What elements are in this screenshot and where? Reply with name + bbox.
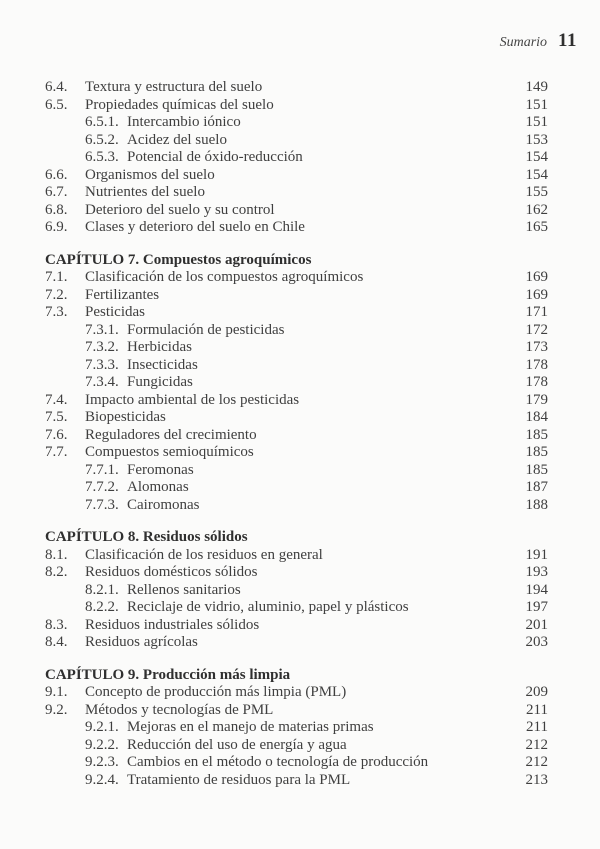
entry-number: 6.5.3. — [85, 149, 119, 165]
toc — [45, 79, 548, 789]
entry-number: 7.2. — [45, 286, 68, 303]
toc-entry — [45, 497, 548, 515]
entry-number: 8.2. — [45, 564, 68, 580]
entry-page: 169 — [525, 269, 548, 285]
toc-entry — [45, 427, 548, 445]
entry-title: Biopesticidas — [85, 409, 166, 425]
toc-entry — [45, 719, 548, 737]
toc-entry — [45, 547, 548, 565]
entry-page: 197 — [525, 599, 548, 615]
toc-entry — [45, 79, 548, 97]
entry-page: 165 — [525, 219, 548, 235]
entry-page: 178 — [525, 374, 548, 390]
entry-number: 7.5. — [45, 409, 68, 425]
entry-number: 7.3.4. — [85, 374, 119, 390]
toc-section — [45, 252, 548, 515]
toc-entry — [45, 772, 548, 790]
entry-title: Clases y deterioro del suelo en Chile — [85, 219, 305, 235]
entry-number: 9.1. — [45, 684, 68, 700]
entry-number: 9.2.4. — [85, 771, 119, 788]
entry-number: 7.1. — [45, 269, 68, 285]
entry-title: Formulación de pesticidas — [127, 321, 285, 338]
entry-page: 153 — [525, 131, 548, 148]
toc-entry — [45, 702, 548, 720]
entry-page: 172 — [525, 321, 548, 338]
toc-entry — [45, 149, 548, 167]
toc-entry — [45, 392, 548, 410]
entry-number: 7.7.2. — [85, 479, 119, 495]
entry-number: 9.2. — [45, 701, 68, 718]
toc-entry — [45, 167, 548, 185]
toc-entry — [45, 599, 548, 617]
entry-title: Alomonas — [127, 479, 189, 495]
toc-entry — [45, 219, 548, 237]
toc-entry — [45, 114, 548, 132]
chapter-heading: CAPÍTULO 8. Residuos sólidos — [45, 529, 248, 545]
toc-entry — [45, 269, 548, 287]
toc-entry — [45, 287, 548, 305]
entry-number: 7.3. — [45, 304, 68, 320]
toc-entry — [45, 322, 548, 340]
entry-page: 155 — [525, 184, 548, 200]
entry-title: Nutrientes del suelo — [85, 184, 205, 200]
entry-number: 8.4. — [45, 634, 68, 650]
entry-number: 6.5.2. — [85, 131, 119, 148]
entry-page: 211 — [526, 701, 548, 718]
toc-entry — [45, 444, 548, 462]
entry-title: Propiedades químicas del suelo — [85, 96, 274, 113]
entry-page: 169 — [525, 286, 548, 303]
toc-entry — [45, 617, 548, 635]
entry-number: 6.5. — [45, 96, 68, 113]
entry-page: 151 — [525, 114, 548, 130]
page-header — [500, 30, 577, 52]
toc-entry — [45, 582, 548, 600]
entry-title: Clasificación de los compuestos agroquímicos — [85, 269, 364, 285]
entry-title: Cairomonas — [127, 496, 200, 513]
toc-entry — [45, 409, 548, 427]
entry-page: 212 — [525, 754, 548, 770]
entry-title: Intercambio iónico — [127, 114, 241, 130]
entry-title: Reducción del uso de energía y agua — [127, 736, 347, 753]
entry-title: Compuestos semioquímicos — [85, 444, 254, 460]
entry-page: 185 — [525, 444, 548, 460]
toc-entry — [45, 339, 548, 357]
toc-entry — [45, 634, 548, 652]
entry-title: Insecticidas — [127, 356, 198, 373]
running-head: Sumario — [499, 35, 548, 50]
toc-section — [45, 529, 548, 652]
entry-page: 191 — [525, 546, 548, 563]
toc-entry — [45, 564, 548, 582]
toc-entry — [45, 754, 548, 772]
entry-page: 185 — [525, 461, 548, 478]
entry-number: 7.3.3. — [85, 356, 119, 373]
entry-title: Métodos y tecnologías de PML — [85, 701, 274, 718]
entry-page: 211 — [526, 719, 548, 735]
entry-page: 201 — [525, 616, 548, 633]
entry-number: 8.3. — [45, 616, 68, 633]
toc-entry — [45, 202, 548, 220]
entry-title: Fungicidas — [127, 374, 193, 390]
page-number: 11 — [558, 30, 577, 51]
entry-title: Residuos domésticos sólidos — [85, 564, 258, 580]
entry-number: 8.2.2. — [85, 599, 119, 615]
entry-number: 9.2.2. — [85, 736, 119, 753]
entry-title: Fertilizantes — [85, 286, 160, 303]
toc-entry — [45, 132, 548, 150]
entry-title: Acidez del suelo — [127, 131, 227, 148]
toc-entry — [45, 304, 548, 322]
entry-number: 6.9. — [45, 219, 68, 235]
entry-page: 213 — [525, 771, 548, 788]
entry-page: 171 — [525, 304, 548, 320]
entry-title: Pesticidas — [85, 304, 145, 320]
entry-title: Cambios en el método o tecnología de producción — [127, 754, 429, 770]
entry-number: 9.2.1. — [85, 719, 119, 735]
entry-page: 188 — [525, 496, 548, 513]
entry-title: Clasificación de los residuos en general — [85, 546, 323, 563]
entry-page: 203 — [525, 634, 548, 650]
entry-title: Feromonas — [127, 461, 194, 478]
entry-number: 8.2.1. — [85, 581, 119, 598]
entry-number: 7.6. — [45, 426, 68, 443]
toc-entry — [45, 684, 548, 702]
entry-number: 7.7.3. — [85, 496, 119, 513]
entry-number: 7.7.1. — [85, 461, 119, 478]
toc-entry — [45, 479, 548, 497]
entry-number: 7.3.2. — [85, 339, 119, 355]
toc-entry — [45, 184, 548, 202]
entry-number: 6.6. — [45, 166, 68, 183]
entry-title: Mejoras en el manejo de materias primas — [127, 719, 374, 735]
entry-number: 6.8. — [45, 201, 68, 218]
entry-page: 194 — [525, 581, 548, 598]
entry-title: Textura y estructura del suelo — [85, 79, 263, 95]
entry-number: 6.4. — [45, 79, 68, 95]
toc-entry — [45, 374, 548, 392]
toc-section — [45, 667, 548, 790]
chapter-heading: CAPÍTULO 7. Compuestos agroquímicos — [45, 251, 312, 268]
entry-title: Reciclaje de vidrio, aluminio, papel y plásticos — [127, 599, 409, 615]
entry-page: 162 — [525, 201, 548, 218]
entry-page: 209 — [525, 684, 548, 700]
entry-title: Deterioro del suelo y su control — [85, 201, 275, 218]
entry-page: 212 — [525, 736, 548, 753]
entry-page: 173 — [525, 339, 548, 355]
entry-page: 187 — [525, 479, 548, 495]
entry-page: 154 — [525, 166, 548, 183]
entry-page: 151 — [525, 96, 548, 113]
entry-number: 7.7. — [45, 444, 68, 460]
entry-title: Rellenos sanitarios — [127, 581, 241, 598]
entry-page: 149 — [525, 79, 548, 95]
toc-entry — [45, 357, 548, 375]
entry-page: 179 — [525, 391, 548, 408]
entry-number: 6.5.1. — [85, 114, 119, 130]
toc-section — [45, 79, 548, 237]
toc-entry — [45, 737, 548, 755]
entry-number: 6.7. — [45, 184, 68, 200]
entry-page: 185 — [525, 426, 548, 443]
entry-title: Reguladores del crecimiento — [85, 426, 257, 443]
entry-title: Impacto ambiental de los pesticidas — [85, 391, 300, 408]
entry-page: 154 — [525, 149, 548, 165]
entry-number: 9.2.3. — [85, 754, 119, 770]
entry-title: Herbicidas — [127, 339, 192, 355]
entry-title: Residuos industriales sólidos — [85, 616, 260, 633]
entry-title: Organismos del suelo — [85, 166, 215, 183]
chapter-heading: CAPÍTULO 9. Producción más limpia — [45, 666, 291, 683]
entry-number: 8.1. — [45, 546, 68, 563]
entry-title: Potencial de óxido-reducción — [127, 149, 303, 165]
entry-number: 7.4. — [45, 391, 68, 408]
entry-number: 7.3.1. — [85, 321, 119, 338]
entry-page: 193 — [525, 564, 548, 580]
entry-title: Concepto de producción más limpia (PML) — [85, 684, 347, 700]
entry-page: 184 — [525, 409, 548, 425]
toc-entry — [45, 462, 548, 480]
toc-entry — [45, 97, 548, 115]
entry-title: Tratamiento de residuos para la PML — [127, 771, 351, 788]
entry-page: 178 — [525, 356, 548, 373]
entry-title: Residuos agrícolas — [85, 634, 198, 650]
